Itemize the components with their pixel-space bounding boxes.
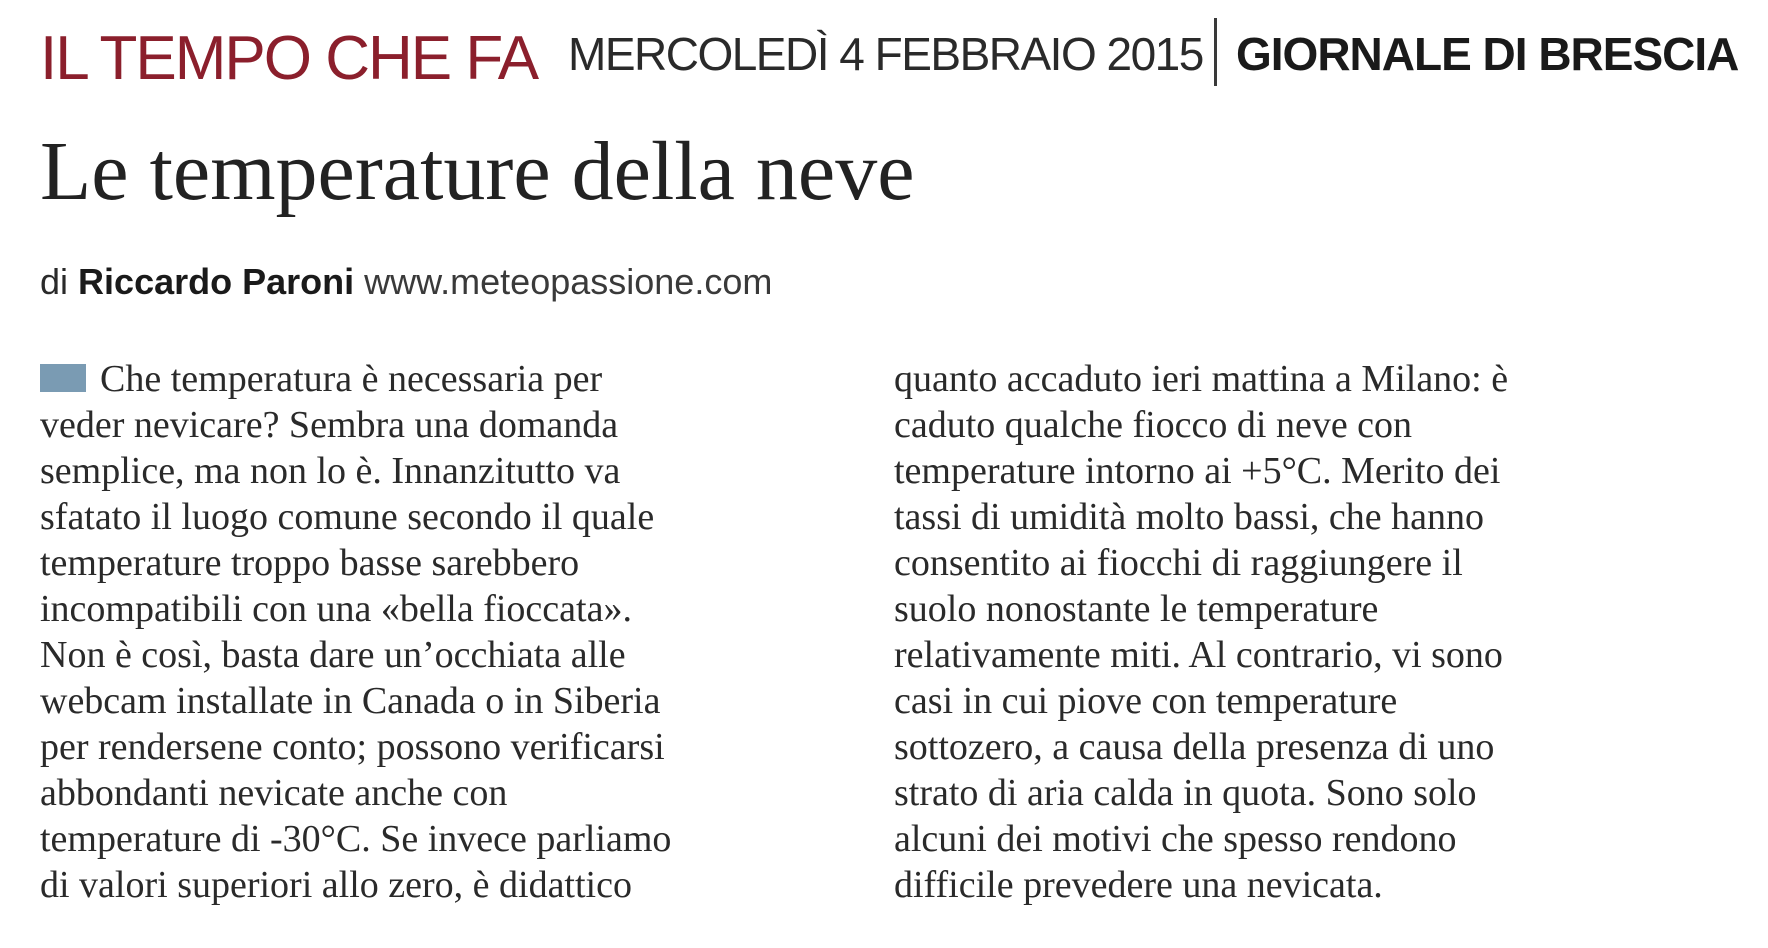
text-line: casi in cui piove con temperature	[894, 680, 1398, 722]
page-header	[40, 18, 1758, 98]
square-marker-icon	[40, 364, 86, 392]
text-line: Non è così, basta dare un’occhiata alle	[40, 634, 626, 676]
text-line-content: Che temperatura è necessaria per	[100, 358, 603, 400]
article-column-left	[40, 356, 840, 908]
article-title: Le temperature della neve	[40, 125, 915, 218]
text-line: di valori superiori allo zero, è didattico	[40, 864, 632, 906]
text-line: caduto qualche fiocco di neve con	[894, 404, 1413, 446]
text-line: tassi di umidità molto bassi, che hanno	[894, 496, 1484, 538]
text-line: suolo nonostante le temperature	[894, 588, 1379, 630]
text-line: alcuni dei motivi che spesso rendono	[894, 818, 1457, 860]
text-line: per rendersene conto; possono verificarsi	[40, 726, 665, 768]
header-divider	[1214, 18, 1217, 86]
text-line: semplice, ma non lo è. Innanzitutto va	[40, 450, 621, 492]
text-line: relativamente miti. Al contrario, vi sono	[894, 634, 1503, 676]
text-line: temperature troppo basse sarebbero	[40, 542, 580, 584]
text-line: abbondanti nevicate anche con	[40, 772, 508, 814]
byline-prefix: di	[40, 261, 69, 302]
newspaper-masthead: GIORNALE DI BRESCIA	[1236, 28, 1739, 80]
text-line: temperature di -30°C. Se invece parliamo	[40, 818, 672, 860]
publication-date: MERCOLEDÌ 4 FEBBRAIO 2015	[568, 28, 1203, 80]
section-title: IL TEMPO CHE FA	[40, 24, 538, 93]
byline-author: Riccardo Paroni	[78, 261, 355, 302]
text-line	[40, 356, 840, 402]
byline	[40, 260, 772, 304]
text-line: quanto accaduto ieri mattina a Milano: è	[894, 358, 1509, 400]
text-line: temperature intorno ai +5°C. Merito dei	[894, 450, 1501, 492]
text-line: consentito ai fiocchi di raggiungere il	[894, 542, 1463, 584]
text-line: sfatato il luogo comune secondo il quale	[40, 496, 655, 538]
article-column-right	[894, 356, 1694, 908]
text-line: strato di aria calda in quota. Sono solo	[894, 772, 1477, 814]
text-line: sottozero, a causa della presenza di uno	[894, 726, 1495, 768]
text-line: veder nevicare? Sembra una domanda	[40, 404, 619, 446]
text-line: incompatibili con una «bella fioccata».	[40, 588, 632, 630]
text-line: webcam installate in Canada o in Siberia	[40, 680, 661, 722]
text-line: difficile prevedere una nevicata.	[894, 864, 1383, 906]
byline-website: www.meteopassione.com	[364, 261, 773, 302]
